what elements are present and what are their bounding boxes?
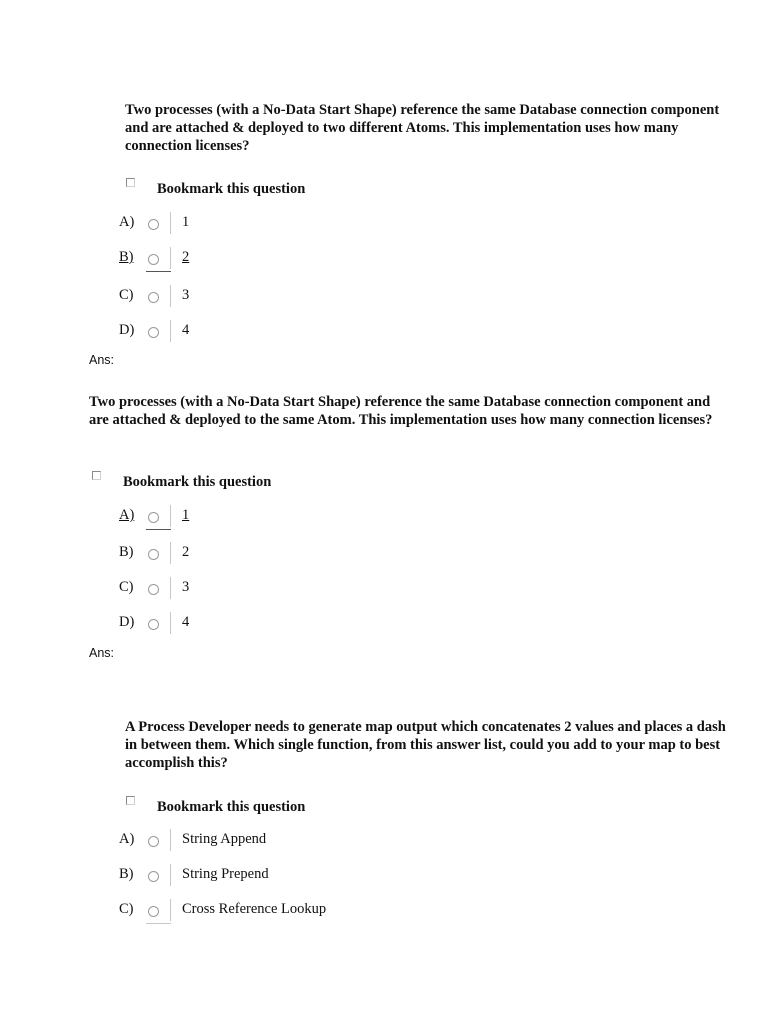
bookmark-checkbox[interactable] [92, 471, 101, 480]
option-radio[interactable] [148, 619, 159, 630]
option-letter: A) [119, 507, 135, 523]
question-3 [125, 718, 740, 772]
bookmark-checkbox[interactable] [126, 178, 135, 187]
option-text: 2 [182, 249, 190, 265]
option-letter: A) [119, 831, 135, 847]
option-text: String Prepend [182, 866, 269, 882]
option-text: 4 [182, 322, 190, 338]
selection-underline [146, 529, 171, 530]
option-radio[interactable] [148, 327, 159, 338]
option-divider [170, 899, 171, 921]
bookmark-label: Bookmark this question [157, 181, 306, 197]
q1-answer-label: Ans: [89, 353, 115, 367]
question-1-text: Two processes (with a No-Data Start Shape) reference the same Database connection component and are attached & deployed to two different Atoms. This implementation uses how many connection licenses? [125, 102, 720, 154]
option-divider [170, 864, 171, 886]
option-divider [170, 212, 171, 234]
option-text: Cross Reference Lookup [182, 901, 327, 917]
option-letter: C) [119, 579, 134, 595]
option-baseline [146, 923, 171, 924]
option-radio[interactable] [148, 292, 159, 303]
option-radio[interactable] [148, 906, 159, 917]
question-2 [89, 393, 729, 429]
q2-answer-label: Ans: [89, 646, 115, 660]
question-3-text: A Process Developer needs to generate map output which concatenates 2 values and places a dash in between them. Which single function, from this answer list, could you add to your map to best accomplish this? [125, 719, 726, 771]
option-radio[interactable] [148, 584, 159, 595]
bookmark-label: Bookmark this question [157, 799, 306, 815]
option-text: 3 [182, 287, 190, 303]
option-text: 1 [182, 507, 190, 523]
option-divider [170, 829, 171, 851]
option-divider [170, 505, 171, 527]
option-letter: B) [119, 866, 134, 882]
option-letter: A) [119, 214, 135, 230]
option-letter: C) [119, 901, 134, 917]
option-divider [170, 285, 171, 307]
option-radio[interactable] [148, 512, 159, 523]
option-letter: B) [119, 544, 134, 560]
bookmark-checkbox[interactable] [126, 796, 135, 805]
option-radio[interactable] [148, 254, 159, 265]
question-2-text: Two processes (with a No-Data Start Shape) reference the same Database connection component and are attached & deployed to the same Atom. This implementation uses how many connection licenses? [89, 394, 713, 428]
option-divider [170, 612, 171, 634]
question-1 [125, 101, 725, 155]
selection-underline [146, 271, 171, 272]
option-text: String Append [182, 831, 267, 847]
option-divider [170, 247, 171, 269]
option-radio[interactable] [148, 219, 159, 230]
option-text: 4 [182, 614, 190, 630]
option-text: 1 [182, 214, 190, 230]
option-letter: D) [119, 614, 135, 630]
option-text: 3 [182, 579, 190, 595]
option-radio[interactable] [148, 871, 159, 882]
option-text: 2 [182, 544, 190, 560]
option-divider [170, 320, 171, 342]
option-letter: D) [119, 322, 135, 338]
option-divider [170, 542, 171, 564]
option-radio[interactable] [148, 549, 159, 560]
option-letter: B) [119, 249, 134, 265]
option-radio[interactable] [148, 836, 159, 847]
option-letter: C) [119, 287, 134, 303]
option-divider [170, 577, 171, 599]
bookmark-label: Bookmark this question [123, 474, 272, 490]
